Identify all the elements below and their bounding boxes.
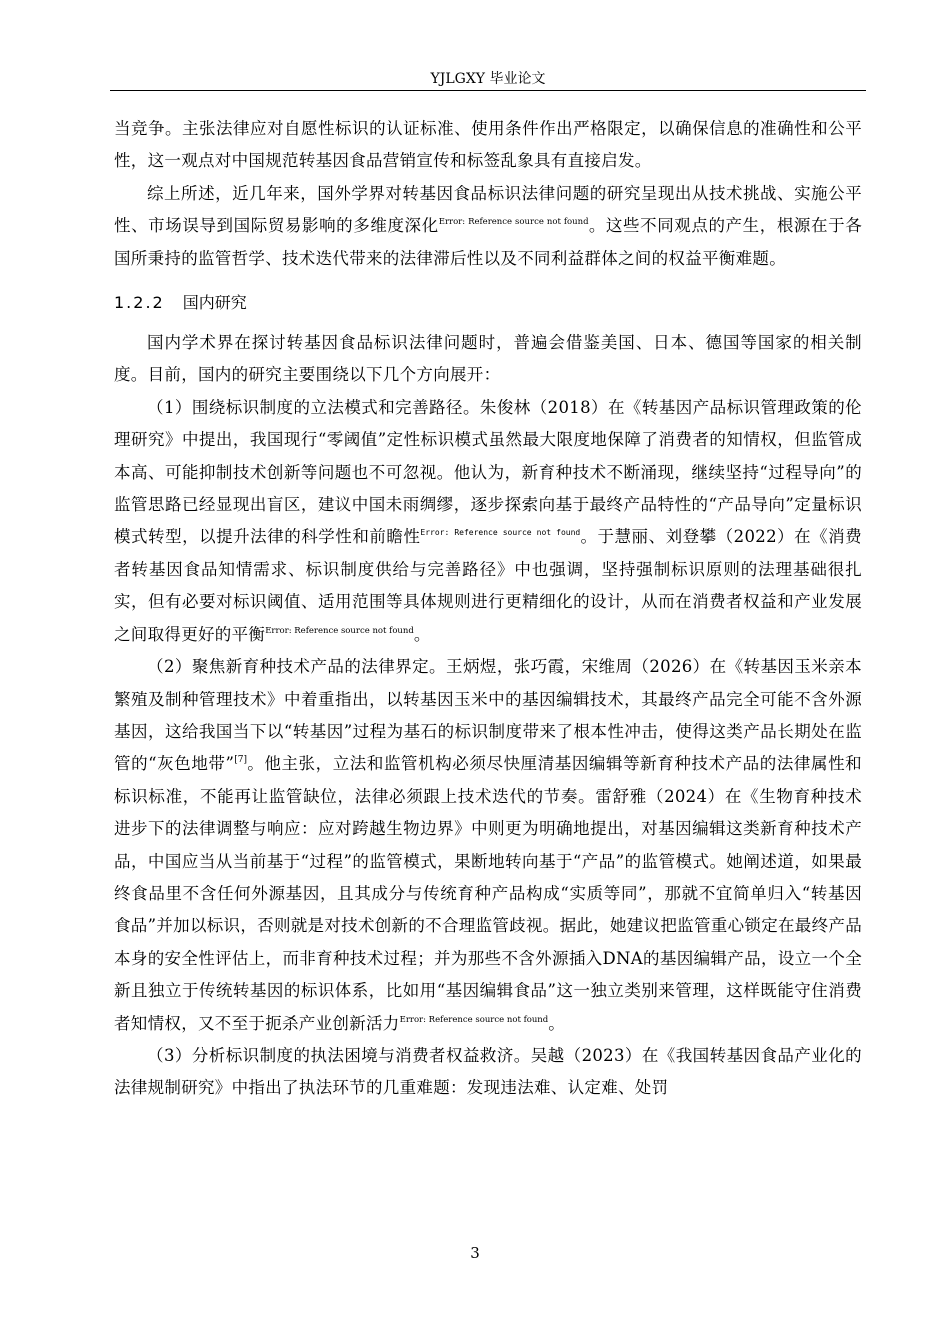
paragraph-2: 综上所述，近几年来，国外学界对转基因食品标识法律问题的研究呈现出从技术挑战、实施公平性、市场误导到国际贸易影响的多维度深化$^{Error: Reference source not found}$。这些不同观点的产生，根源在于各国所秉持的监管哲学、技术迭代带来的法律滞后性以及不同利益群体之间的权益平衡难题。	[114, 183, 862, 268]
reference-error: Error: Reference source not found	[399, 1014, 549, 1025]
section-title: 国内研究	[182, 293, 247, 313]
reference-error: Error: Reference source not found	[438, 217, 589, 228]
paragraph-1: 当竞争。主张法律应对自愿性标识的认证标准、使用条件作出严格限定，以确保信息的准确性和公平性，这一观点对中国规范转基因食品营销宣传和标签乱象具有直接启发。	[114, 119, 862, 171]
body-text	[114, 113, 862, 1105]
reference-error: Error: Reference source not found	[265, 625, 414, 636]
page-number: 3	[470, 1244, 480, 1262]
paragraph-4: （1）围绕标识制度的立法模式和完善路径。朱俊林（2018）在《转基因产品标识管理政策的伦理研究》中提出，我国现行“零阈值”定性标识模式虽然最大限度地保障了消费者的知情权，但监管成本高、可能抑制技术创新等问题也不可忽视。他认为，新育种技术不断涌现，继续坚持“过程导向”的监管思路已经显现出盲区，建议中国未雨绸缪，逐步探索向基于最终产品特性的“产品导向”定量标识模式转型，以提升法律的科学性和前瞻性$^{Error: Reference source not found}$。于慧丽、刘登攀（2022）在《消费者转基因食品知情需求、标识制度供给与完善路径》中也强调，坚持强制标识原则的法理基础很扎实，但有必要对标识阈值、适用范围等具体规则进行更精细化的设计，从而在消费者权益和产业发展之间取得更好的平衡$^{Error: Reference source not found}$。	[114, 397, 862, 644]
citation-mark: [7]	[234, 755, 247, 766]
reference-error: Error: Reference source not found	[420, 528, 581, 538]
paragraph-5: （2）聚焦新育种技术产品的法律界定。王炳煜，张巧霞，宋维周（2026）在《转基因玉米亲本繁殖及制种管理技术》中着重指出，以转基因玉米中的基因编辑技术，其最终产品完全可能不含外源基因，这给我国当下以“转基因”过程为基石的标识制度带来了根本性冲击，使得这类产品长期处在监管的“灰色地带”[7]。他主张，立法和监管机构必须尽快厘清基因编辑等新育种技术产品的法律属性和标识标准，不能再让监管缺位，法律必须跟上技术迭代的节奏。雷舒雅（2024）在《生物育种技术进步下的法律调整与响应：应对跨越生物边界》中则更为明确地提出，对基因编辑这类新育种技术产品，中国应当从当前基于“过程”的监管模式，果断地转向基于“产品”的监管模式。她阐述道，如果最终食品里不含任何外源基因，且其成分与传统育种产品构成“实质等同”，那就不宜简单归入“转基因食品”并加以标识，否则就是对技术创新的不合理监管歧视。据此，她建议把监管重心锁定在最终产品本身的安全性评估上，而非育种技术过程；并为那些不含外源插入DNA的基因编辑产品，设立一个全新且独立于传统转基因的标识体系，比如用“基因编辑食品”这一独立类别来管理，这样既能守住消费者知情权，又不至于扼杀产业创新活力$^{Error: Reference source not found}$。	[114, 657, 862, 1033]
paragraph-6: （3）分析标识制度的执法困境与消费者权益救济。吴越（2023）在《我国转基因食品产业化的法律规制研究》中指出了执法环节的几重难题：发现违法难、认定难、处罚	[114, 1045, 862, 1098]
paragraph-3: 国内学术界在探讨转基因食品标识法律问题时，普遍会借鉴美国、日本、德国等国家的相关制度。目前，国内的研究主要围绕以下几个方向展开：	[114, 333, 862, 385]
header-rule	[110, 90, 866, 91]
running-header: YJLGXY 毕业论文	[430, 71, 546, 87]
section-number: 1.2.2	[114, 293, 165, 313]
section-heading	[114, 287, 862, 319]
